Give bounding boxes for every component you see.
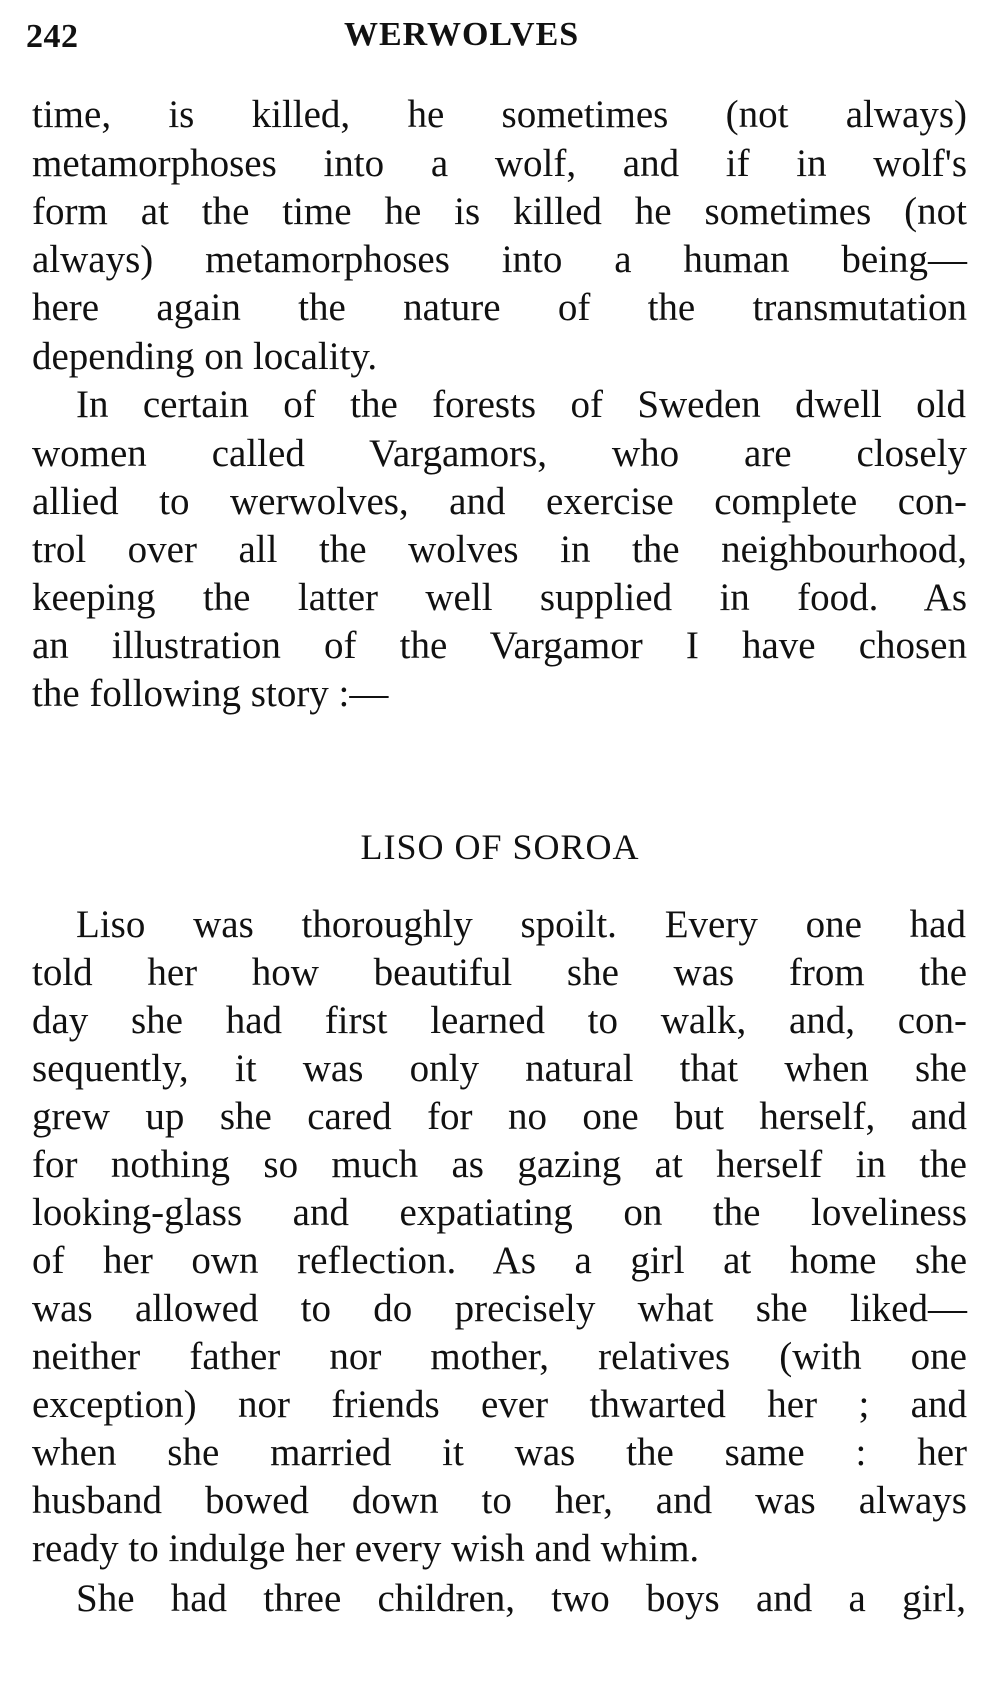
paragraph-3-line: of her own reflection. As a girl at home she: [32, 1239, 967, 1282]
paragraph-1-line: metamorphoses into a wolf, and if in wolf's: [32, 142, 967, 185]
paragraph-1-line: here again the nature of the transmutation: [32, 286, 967, 329]
paragraph-3-line: exception) nor friends ever thwarted her ; and: [32, 1383, 967, 1426]
paragraph-3-line: looking-glass and expatiating on the loveliness: [32, 1191, 967, 1234]
paragraph-3-line: husband bowed down to her, and was always: [32, 1479, 967, 1522]
paragraph-3-line: ready to indulge her every wish and whim.: [32, 1527, 700, 1570]
paragraph-3-line: day she had first learned to walk, and, con-: [32, 999, 967, 1042]
paragraph-2-line: keeping the latter well supplied in food. As: [32, 576, 967, 619]
paragraph-3-line: when she married it was the same : her: [32, 1431, 967, 1474]
paragraph-1-line: form at the time he is killed he sometimes (not: [32, 190, 967, 233]
paragraph-1-line: time, is killed, he sometimes (not always): [32, 93, 967, 136]
paragraph-2-line: women called Vargamors, who are closely: [32, 432, 967, 475]
paragraph-3-line: sequently, it was only natural that when she: [32, 1047, 967, 1090]
paragraph-3-line: Liso was thoroughly spoilt. Every one had: [76, 903, 966, 946]
running-head: WERWOLVES: [344, 16, 580, 53]
paragraph-1-line: always) metamorphoses into a human being—: [32, 238, 967, 281]
paragraph-3-line: grew up she cared for no one but herself, and: [32, 1095, 967, 1138]
paragraph-3-line: told her how beautiful she was from the: [32, 951, 967, 994]
paragraph-2-line: the following story :—: [32, 672, 389, 715]
paragraph-3-line: for nothing so much as gazing at herself in the: [32, 1143, 967, 1186]
paragraph-2-line: an illustration of the Vargamor I have chosen: [32, 624, 967, 667]
paragraph-2-line: trol over all the wolves in the neighbourhood,: [32, 528, 967, 571]
page-number: 242: [26, 18, 79, 55]
paragraph-2-line: In certain of the forests of Sweden dwell old: [76, 383, 966, 426]
paragraph-3-line: was allowed to do precisely what she liked—: [32, 1287, 967, 1330]
paragraph-3-line: neither father nor mother, relatives (with one: [32, 1335, 967, 1378]
paragraph-2-line: allied to werwolves, and exercise complete con-: [32, 480, 967, 523]
section-title: LISO OF SOROA: [360, 827, 640, 867]
paragraph-1-line: depending on locality.: [32, 335, 378, 378]
paragraph-4-line: She had three children, two boys and a girl,: [76, 1577, 966, 1620]
